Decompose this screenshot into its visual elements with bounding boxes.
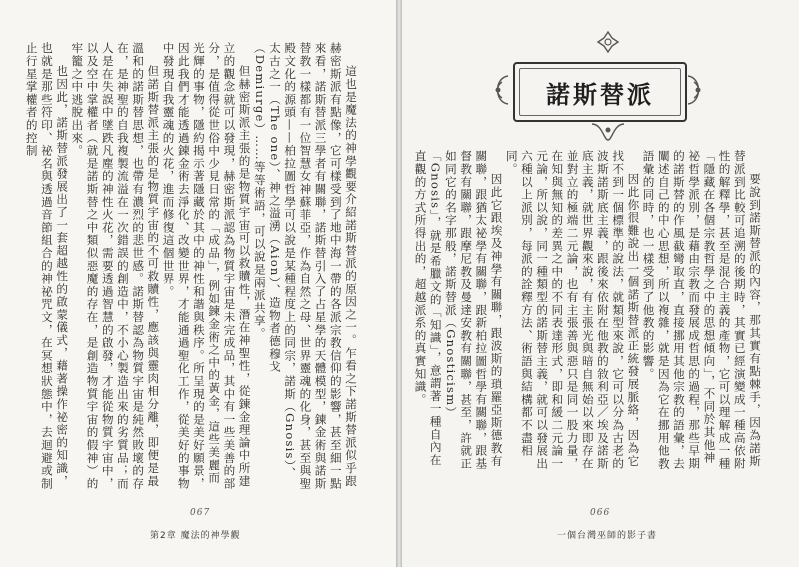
title-right-ornament-icon <box>686 72 708 108</box>
right-page-body <box>413 150 762 476</box>
right-paragraph: 因此你很難說出一個諾斯替派正統發展脈絡，因為它找不到一個標準的說法，就類型來說，它可以分為古老的波斯諾斯底主義，跟後來依附在他教的敘利亞／埃及諾斯底主義，就世界觀來說，有主張光與暗自無始以來即存在並對立的極端二元論，也有主張善與惡只是同一股力量，在知與無知的差異之中的不同表達形式，即和緩二元論一元論，所以說，同一種類型的諾斯替主義，就可以發展出六種以上派別，每派的詮釋方法、術語與結構都不盡相同。 <box>504 150 641 470</box>
left-page <box>0 0 396 567</box>
left-page-body <box>24 42 358 492</box>
right-paragraph: 要說到諾斯替派的內容，那其實有點棘手，因為諾斯替派到比較可追溯的後期時，其實已經演變成一種高依附性的解釋學，甚至是混合主義的產物，它可以理解成一種「隱藏在各個宗教哲學之中的思想傾向」，不同於其他神祕哲學派別，是藉由宗教而發展成哲思的過程，那些早期的諾斯替的作風截彎取直，直接挪用其他宗教的語彙，去闡述自己的中心思想，所以複雜，就是因為它在挪用他教語彙的同時，也一樣受到了他教的影響。 <box>641 150 762 470</box>
title-left-ornament-icon <box>488 72 510 108</box>
left-paragraph: 但赫密斯派主張的是物質宇宙可以救贖性，潛在神聖性，從鍊金理論中所建立的觀念就可以發現，赫密斯派認為物質宇宙是未完成品，其中有一些美善的部分，是值得從世俗中少見日常的「成品」，例如鍊金術之中的黃金，這些美麗而光輝的事物，隱約揭示著隱藏於其中的神性和諧與秩序。所呈現的是美好願景，因此我們才能透過鍊金術去淨化、改變世界，才能通過聖化工作，從美好的事物中發現自我靈魂的火花，進而修復這個世界。 <box>161 42 252 490</box>
right-page-number: 066 <box>590 508 611 518</box>
left-paragraph: 也因此，諾斯替派發展出了一套超越性的啟蒙儀式，藉著操作祕密的知識，也就是那些符印、祕名與透過音節組合的神祕咒文，在冥想狀態中，去迴避或制止行星掌權者的控制 <box>24 42 70 490</box>
left-page-number: 067 <box>190 508 211 518</box>
title-top-ornament-icon <box>596 30 620 54</box>
left-paragraph: 這也是魔法的神學觀要介紹諾斯替派的原因之一。乍看之下諾斯替派似乎跟赫密斯派有點像，它可樣受到了地中海一帶的各派宗教信仰的影響，甚至細一點來看，諾斯替派三學者有關聯，諾斯替引入了占星學的天體模型，鍊金術與諾斯替教一樣都有一位智慧女神蘇菲亞，作為自然之母、世界靈魂的化身，甚至與聖殿文化的源頭——柏拉圖哲學可以說是某種程度上的同宗，諾斯（Gnosis）、太古之一（The one）、神之溢湧（Aion）、造物者德穆戈（Demiurge）……等等術語，可以說是兩派共享。 <box>252 42 358 490</box>
right-page-running-footer: 一個台灣巫師的影子書 <box>557 531 658 541</box>
title-bottom-ornament-icon <box>588 120 628 144</box>
left-page-running-footer: 第2章 魔法的神學觀 <box>150 531 241 541</box>
left-paragraph: 但諾斯替派主張的是物質宇宙的不可救贖性，應該與靈肉相分離，即便是最溫和的諾斯替思想，也帶有濃烈的悲世感。諾斯替認為物質宇宙是純然敗壞的存在，是神聖的自我複製流溢在一次錯誤的創造中，不小心製造出來的劣質品；而人是在失誤中墜跌凡塵的神性火花，需要透過智慧的啟發，才能從物質宇宙中，以及空中掌權者（就是諾斯替之中類似惡魔的存在，是創造物質宇宙的假神）的牢籠之中逃脫出來。 <box>70 42 161 490</box>
section-title: 諾斯替派 <box>546 80 654 109</box>
right-paragraph: 因此它跟埃及神學有關聯，跟波斯的瑣羅亞斯德教有關聯，跟猶太祕學有關聯，跟新柏拉圖哲學有關聯，跟基督教有關聯，跟摩尼教及曼達安教有關聯，甚至，許就正如同它的名字那般，諾斯替派（Gnosticism）「Gnosis」，就是希臘文的「知識」，意謂著一種自內在直觀的方式所得出的，超越派系的真實知識。 <box>413 150 504 470</box>
chapter-section-title-box <box>513 62 687 122</box>
